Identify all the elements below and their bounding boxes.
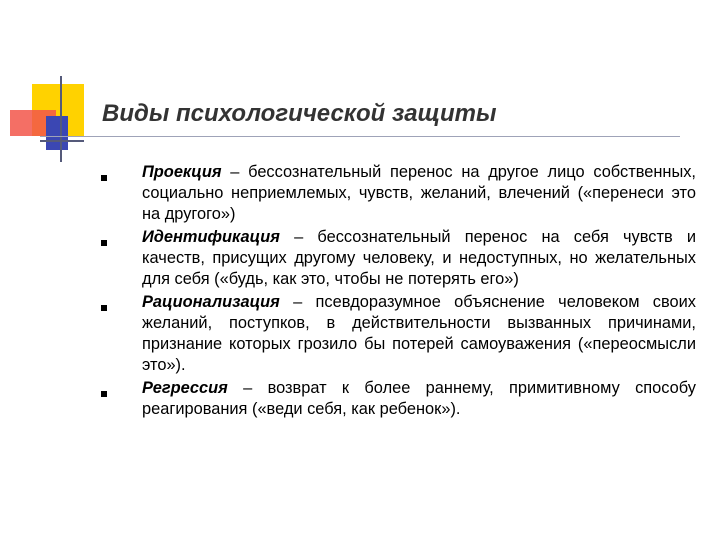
item-paragraph: [142, 227, 696, 290]
item-term: Регрессия: [142, 379, 228, 397]
item-definition: – псевдоразумное объяснение человеком своих желаний, поступков, в действительности вызванных причинами, признание которых грозило бы потерей самоуважения («переосмысли это»).: [142, 293, 696, 374]
item-term: Рационализация: [142, 293, 280, 311]
square-bullet-icon: [101, 391, 107, 397]
list-item: [96, 162, 696, 225]
bullet-list: [96, 162, 696, 422]
decor-vertical-line: [60, 76, 62, 162]
square-bullet-icon: [101, 240, 107, 246]
item-paragraph: [142, 162, 696, 225]
title-underline: [40, 136, 680, 137]
slide-title: Виды психологической защиты: [102, 100, 497, 127]
item-definition: – возврат к более раннему, примитивному способу реагирования («веди себя, как ребенок»).: [142, 379, 696, 418]
list-item: [96, 292, 696, 376]
list-item: [96, 227, 696, 290]
item-paragraph: [142, 378, 696, 420]
square-bullet-icon: [101, 175, 107, 181]
item-term: Идентификация: [142, 228, 280, 246]
decor-short-line: [40, 140, 84, 142]
item-term: Проекция: [142, 163, 222, 181]
square-bullet-icon: [101, 305, 107, 311]
item-paragraph: [142, 292, 696, 376]
list-item: [96, 378, 696, 420]
item-definition: – бессознательный перенос на себя чувств и качеств, присущих другому человеку, и недоступных, но желательных для себя («будь, как это, чтобы не потерять его»): [142, 228, 696, 288]
decor-blue-block: [46, 116, 68, 150]
item-definition: – бессознательный перенос на другое лицо собственных, социально неприемлемых, чувств, желаний, влечений («перенеси это на другого»): [142, 163, 696, 223]
